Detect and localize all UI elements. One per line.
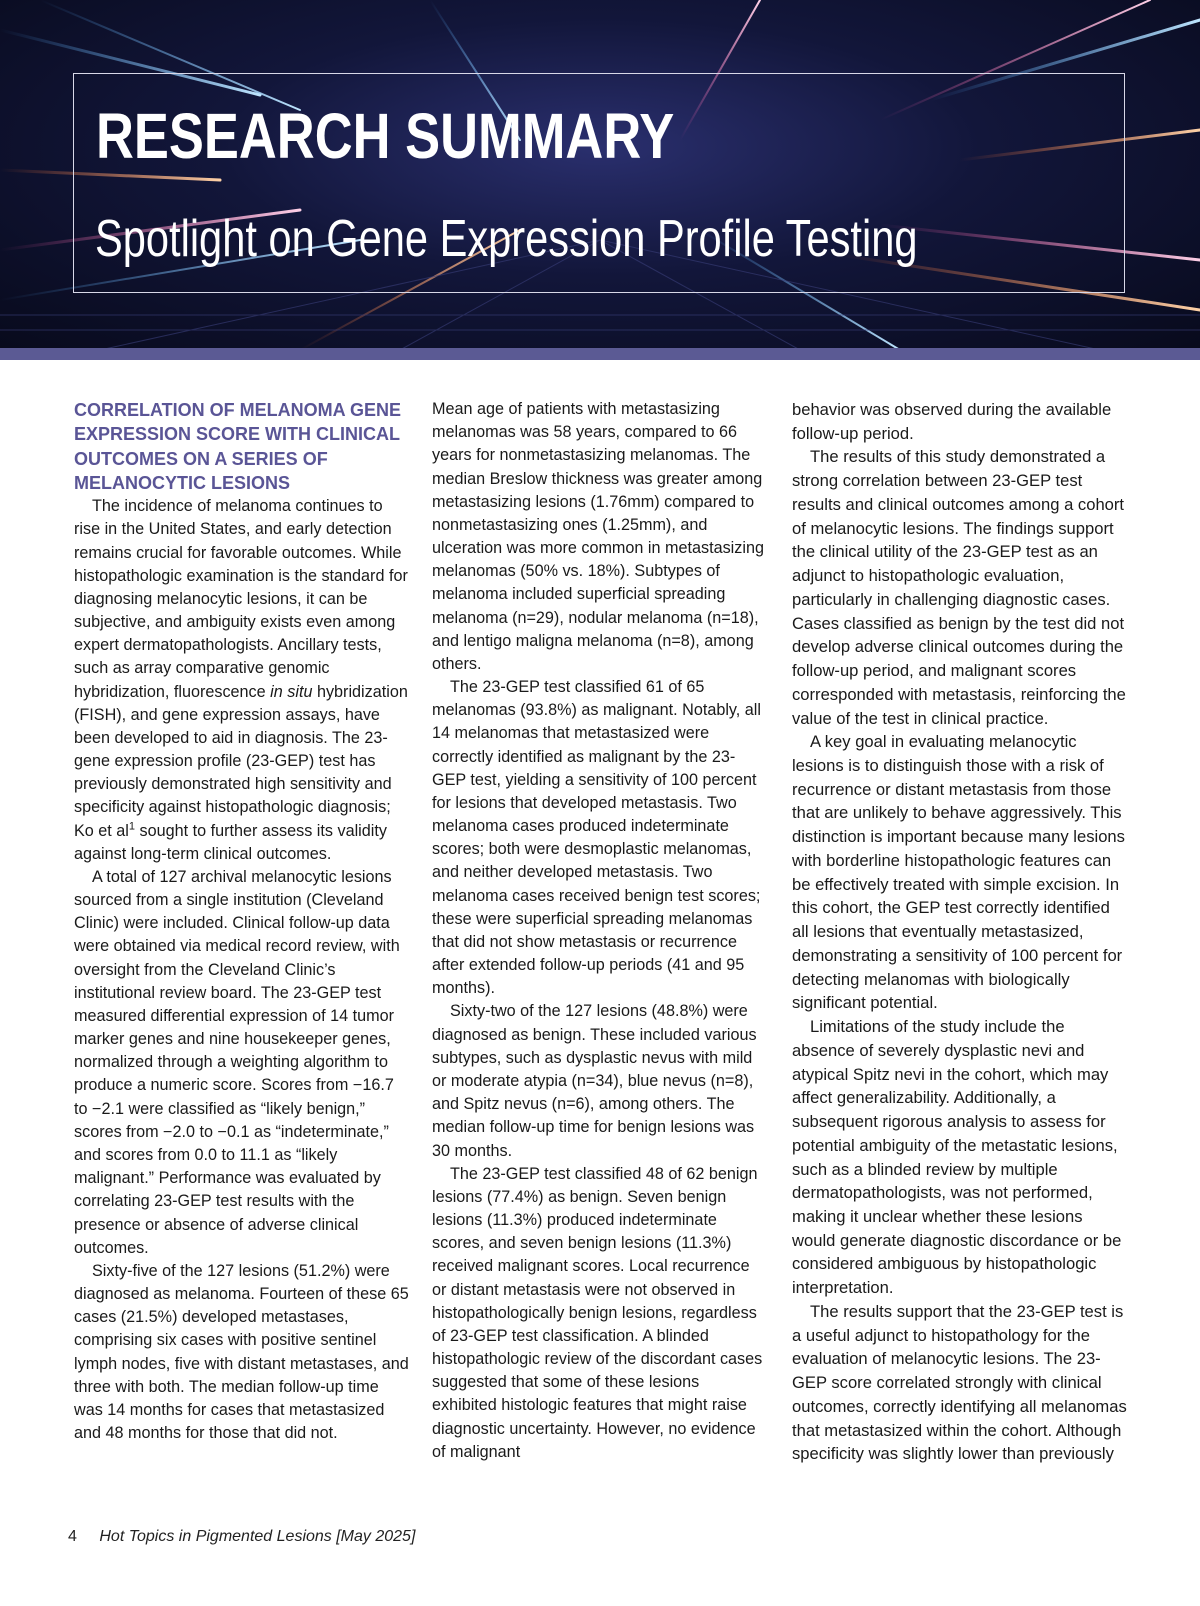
text-run: hybridization (FISH), and gene expression assays, have been developed to aid in diagnosis. The 23-gene expression profile (23-GEP) test has previously demonstrated high sensitivity and specificity against histopathologic diagnosis; Ko et al xyxy=(74,682,408,840)
paragraph: A key goal in evaluating melanocytic lesions is to distinguish those with a risk of recurrence or distant metastasis from those that are unlikely to behave aggressively. This distinction is important because many lesions with borderline histopathologic features can be effectively treated with simple excision. In this cohort, the GEP test correctly identified all lesions that eventually metastasized, demonstrating a sensitivity of 100 percent for detecting melanomas with biologically significant potential. xyxy=(792,732,1125,1013)
page-title: RESEARCH SUMMARY xyxy=(96,100,675,172)
paragraph: Limitations of the study include the absence of severely dysplastic nevi and atypical Spitz nevi in the cohort, which may affect generalizability. Additionally, a subsequent rigorous analysis to assess for potential ambiguity of the metastatic lesions, such as a blinded review by multiple dermatopathologists, was not performed, making it unclear whether these lesions would generate diagnostic discordance or be considered ambiguous by histopathologic interpretation. xyxy=(792,1017,1122,1298)
paragraph: Sixty-two of the 127 lesions (48.8%) were diagnosed as benign. These included various subtypes, such as dysplastic nevus with mild or moderate atypia (n=34), blue nevus (n=8), and Spitz nevus (n=6), among others. The median follow-up time for benign lesions was 30 months. xyxy=(432,1002,757,1160)
page-subtitle: Spotlight on Gene Expression Profile Testing xyxy=(95,210,918,268)
publication-name: Hot Topics in Pigmented Lesions [May 2025] xyxy=(99,1528,416,1545)
paragraph: Sixty-five of the 127 lesions (51.2%) were diagnosed as melanoma. Fourteen of these 65 cases (21.5%) developed metastases, comprising six cases with positive sentinel lymph nodes, five with distant metastases, and three with both. The median follow-up time was 14 months for cases that metastasized and 48 months for those that did not. xyxy=(74,1261,409,1443)
article-column-2 xyxy=(432,398,768,1464)
italic-term: in situ xyxy=(270,682,313,701)
paragraph: A total of 127 archival melanocytic lesions sourced from a single institution (Cleveland Clinic) were included. Clinical follow-up data were obtained via medical record review, with oversight from the Cleveland Clinic’s institutional review board. The 23-GEP test measured differential expression of 14 tumor marker genes and nine housekeeper genes, normalized through a weighting algorithm to produce a numeric score. Scores from −16.7 to −2.1 were classified as “likely benign,” scores from −2.0 to −0.1 as “indeterminate,” and scores from 0.0 to 11.1 as “likely malignant.” Performance was evaluated by correlating 23-GEP test results with the presence or absence of adverse clinical outcomes. xyxy=(74,867,400,1257)
paragraph: behavior was observed during the available follow-up period. xyxy=(792,400,1112,443)
paragraph: The results support that the 23-GEP test is a useful adjunct to histopathology for the evaluation of melanocytic lesions. The 23-GEP score correlated strongly with clinical outcomes, correctly identifying all melanomas that metastasized within the cohort. Although specificity was slightly lower than previously xyxy=(792,1301,1127,1464)
text-run: sought to further assess its validity against long-term clinical outcomes. xyxy=(74,821,387,863)
article-column-3 xyxy=(792,398,1128,1466)
paragraph xyxy=(74,495,410,866)
article-column-1 xyxy=(74,398,410,1445)
citation-superscript: 1 xyxy=(128,820,136,833)
banner-divider xyxy=(0,348,1200,360)
text-run: The incidence of melanoma continues to rise in the United States, and early detection remains crucial for favorable outcomes. While histopathologic examination is the standard for diagnosing melanocytic lesions, it can be subjective, and ambiguity exists even among expert dermatopathologists. Ancillary tests, such as array comparative genomic hybridization, fluorescence xyxy=(74,497,408,701)
article-heading: CORRELATION OF MELANOMA GENE EXPRESSION SCORE WITH CLINICAL OUTCOMES ON A SERIES OF MELANOCYTIC LESIONS xyxy=(74,400,401,493)
page-footer xyxy=(68,1528,415,1546)
paragraph: The results of this study demonstrated a strong correlation between 23-GEP test results and clinical outcomes among a cohort of melanocytic lesions. The findings support the clinical utility of the 23-GEP test as an adjunct to histopathologic evaluation, particularly in challenging diagnostic cases. Cases classified as benign by the test did not develop adverse clinical outcomes during the follow-up period, and malignant scores corresponded with metastasis, reinforcing the value of the test in clinical practice. xyxy=(792,447,1126,728)
paragraph: Mean age of patients with metastasizing melanomas was 58 years, compared to 66 years for nonmetastasizing melanomas. The median Breslow thickness was greater among metastasizing lesions (1.76mm) compared to nonmetastasizing ones (1.25mm), and ulceration was more common in metastasizing melanomas (50% vs. 18%). Subtypes of melanoma included superficial spreading melanoma (n=29), nodular melanoma (n=18), and lentigo maligna melanoma (n=8), among others. xyxy=(432,400,764,673)
paragraph: The 23-GEP test classified 61 of 65 melanomas (93.8%) as malignant. Notably, all 14 melanomas that metastasized were correctly identified as malignant by the 23-GEP test, yielding a sensitivity of 100 percent for lesions that developed metastasis. Two melanoma cases produced indeterminate scores; both were desmoplastic melanomas, and neither developed metastasis. Two melanoma cases received benign test scores; these were superficial spreading melanomas that did not show metastasis or recurrence after extended follow-up periods (41 and 95 months). xyxy=(432,678,761,998)
paragraph: The 23-GEP test classified 48 of 62 benign lesions (77.4%) as benign. Seven benign lesions (11.3%) produced indeterminate scores, and seven benign lesions (11.3%) received malignant scores. Local recurrence or distant metastasis were not observed in histopathologically benign lesions, regardless of 23-GEP test classification. A blinded histopathologic review of the discordant cases suggested that some of these lesions exhibited histologic features that might raise diagnostic uncertainty. However, no evidence of malignant xyxy=(432,1164,763,1461)
page-number: 4 xyxy=(68,1528,77,1545)
